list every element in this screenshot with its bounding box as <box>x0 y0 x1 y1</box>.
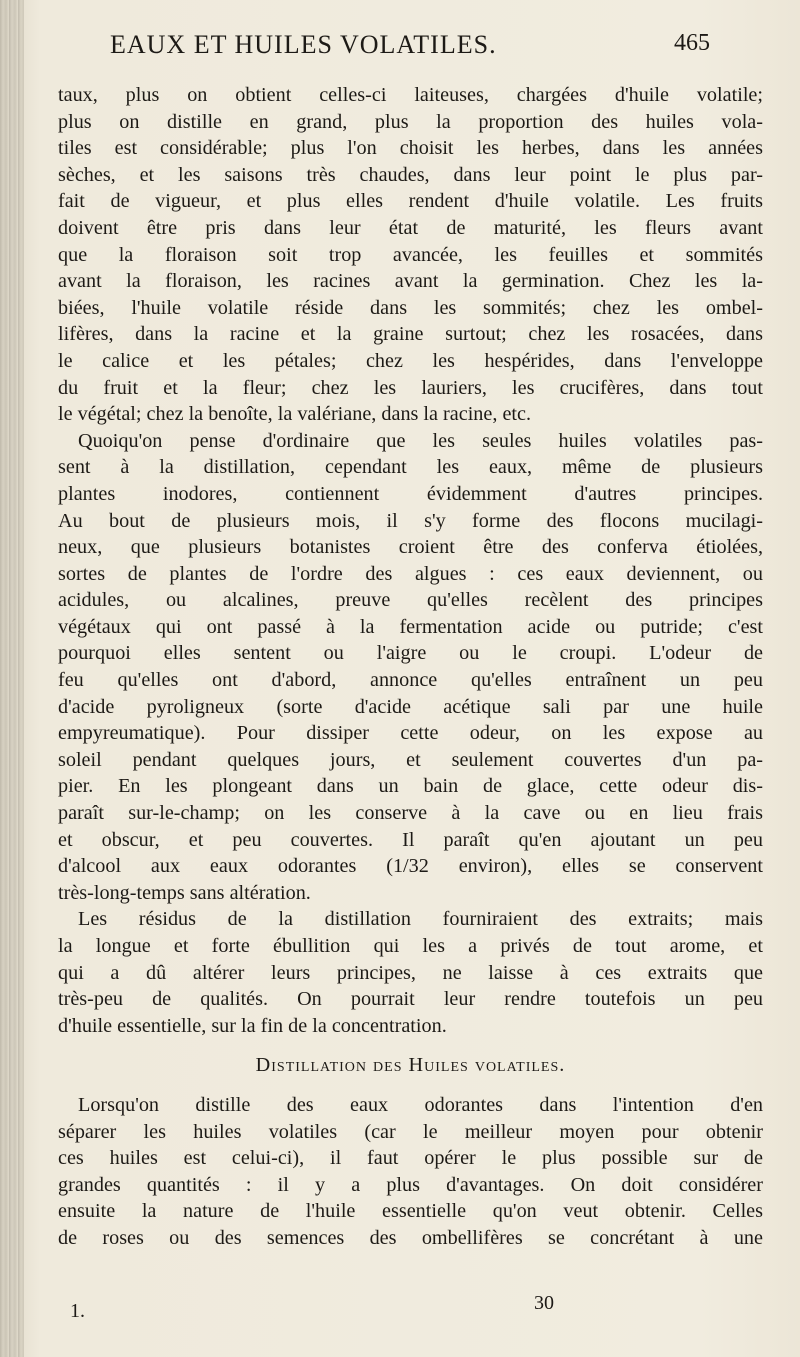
page-header <box>110 30 710 70</box>
text-line: plus on distille en grand, plus la proportion des huiles vola- <box>58 110 763 133</box>
text-line: très-peu de qualités. On pourrait leur rendre toutefois un peu <box>58 988 763 1011</box>
text-line: empyreumatique). Pour dissiper cette odeur, on les expose au <box>58 722 763 745</box>
text-line: d'huile essentielle, sur la fin de la concentration. <box>58 1014 447 1037</box>
text-line: végétaux qui ont passé à la fermentation acide ou putride; c'est <box>58 615 763 638</box>
text-line: acidules, ou alcalines, preuve qu'elles recèlent des principes <box>58 589 763 612</box>
text-line: doivent être pris dans leur état de maturité, les fleurs avant <box>58 216 763 239</box>
text-line: très-long-temps sans altération. <box>58 881 311 904</box>
text-line: ces huiles est celui-ci), il faut opérer le plus possible sur de <box>58 1147 763 1170</box>
text-line: que la floraison soit trop avancée, les feuilles et sommités <box>58 243 763 266</box>
text-line: plantes inodores, contiennent évidemment d'autres principes. <box>58 482 763 505</box>
text-line: ensuite la nature de l'huile essentielle qu'on veut obtenir. Celles <box>58 1200 763 1223</box>
text-line: sortes de plantes de l'ordre des algues : ces eaux deviennent, ou <box>58 562 763 585</box>
section-heading: Distillation des Huiles volatiles. <box>255 1054 566 1077</box>
text-line: qui a dû altérer leurs principes, ne laisse à ces extraits que <box>58 961 763 984</box>
text-line: la longue et forte ébullition qui les a privés de tout arome, et <box>58 935 763 957</box>
text-line: du fruit et la fleur; chez les lauriers, les crucifères, dans tout <box>58 376 763 399</box>
text-line: sent à la distillation, cependant les eaux, même de plusieurs <box>58 456 763 479</box>
text-line: Les résidus de la distillation fourniraient des extraits; mais <box>78 908 763 931</box>
text-line: lifères, dans la racine et la graine surtout; chez les rosacées, dans <box>58 323 763 346</box>
text-line: de roses ou des semences des ombellifères se concrétant à une <box>58 1226 763 1249</box>
text-line: grandes quantités : il y a plus d'avantages. On doit considérer <box>58 1173 763 1196</box>
body-text <box>58 82 763 1252</box>
page-gutter-shadow <box>0 0 24 1357</box>
folio-number: 30 <box>534 1292 554 1314</box>
text-line: pier. En les plongeant dans un bain de glace, cette odeur dis- <box>58 775 763 798</box>
text-line: Lorsqu'on distille des eaux odorantes dans l'intention d'en <box>78 1093 763 1116</box>
text-line: le végétal; chez la benoîte, la valériane, dans la racine, etc. <box>58 403 532 426</box>
page-number: 465 <box>674 30 710 56</box>
text-line: fait de vigueur, et plus elles rendent d'huile volatile. Les fruits <box>58 190 763 213</box>
text-line: taux, plus on obtient celles-ci laiteuses, chargées d'huile volatile; <box>58 84 763 106</box>
text-line: d'alcool aux eaux odorantes (1/32 environ), elles se conservent <box>58 855 763 878</box>
text-line: séparer les huiles volatiles (car le meilleur moyen pour obtenir <box>58 1120 763 1143</box>
signature-mark: 1. <box>70 1300 85 1322</box>
text-line: d'acide pyroligneux (sorte d'acide acétique sali par une huile <box>58 695 763 718</box>
text-line: Au bout de plusieurs mois, il s'y forme des flocons mucilagi- <box>58 509 763 532</box>
text-line: neux, que plusieurs botanistes croient être des conferva étiolées, <box>58 536 763 559</box>
page-footer <box>70 1292 670 1330</box>
text-line: biées, l'huile volatile réside dans les sommités; chez les ombel- <box>58 296 763 319</box>
text-line: feu qu'elles ont d'abord, annonce qu'elles entraînent un peu <box>58 669 763 692</box>
running-title: EAUX ET HUILES VOLATILES. <box>110 30 497 59</box>
text-line: le calice et les pétales; chez les hespérides, dans l'enveloppe <box>58 349 763 372</box>
text-line: pourquoi elles sentent ou l'aigre ou le croupi. L'odeur de <box>58 642 763 665</box>
text-line: paraît sur-le-champ; on les conserve à la cave ou en lieu frais <box>58 802 763 825</box>
text-line: Quoiqu'on pense d'ordinaire que les seules huiles volatiles pas- <box>78 429 763 452</box>
text-line: et obscur, et peu couvertes. Il paraît qu'en ajoutant un peu <box>58 828 763 851</box>
text-line: avant la floraison, les racines avant la germination. Chez les la- <box>58 270 763 293</box>
text-line: sèches, et les saisons très chaudes, dans leur point le plus par- <box>58 163 763 186</box>
text-line: tiles est considérable; plus l'on choisit les herbes, dans les années <box>58 137 763 160</box>
text-line: soleil pendant quelques jours, et seulement couvertes d'un pa- <box>58 748 763 771</box>
